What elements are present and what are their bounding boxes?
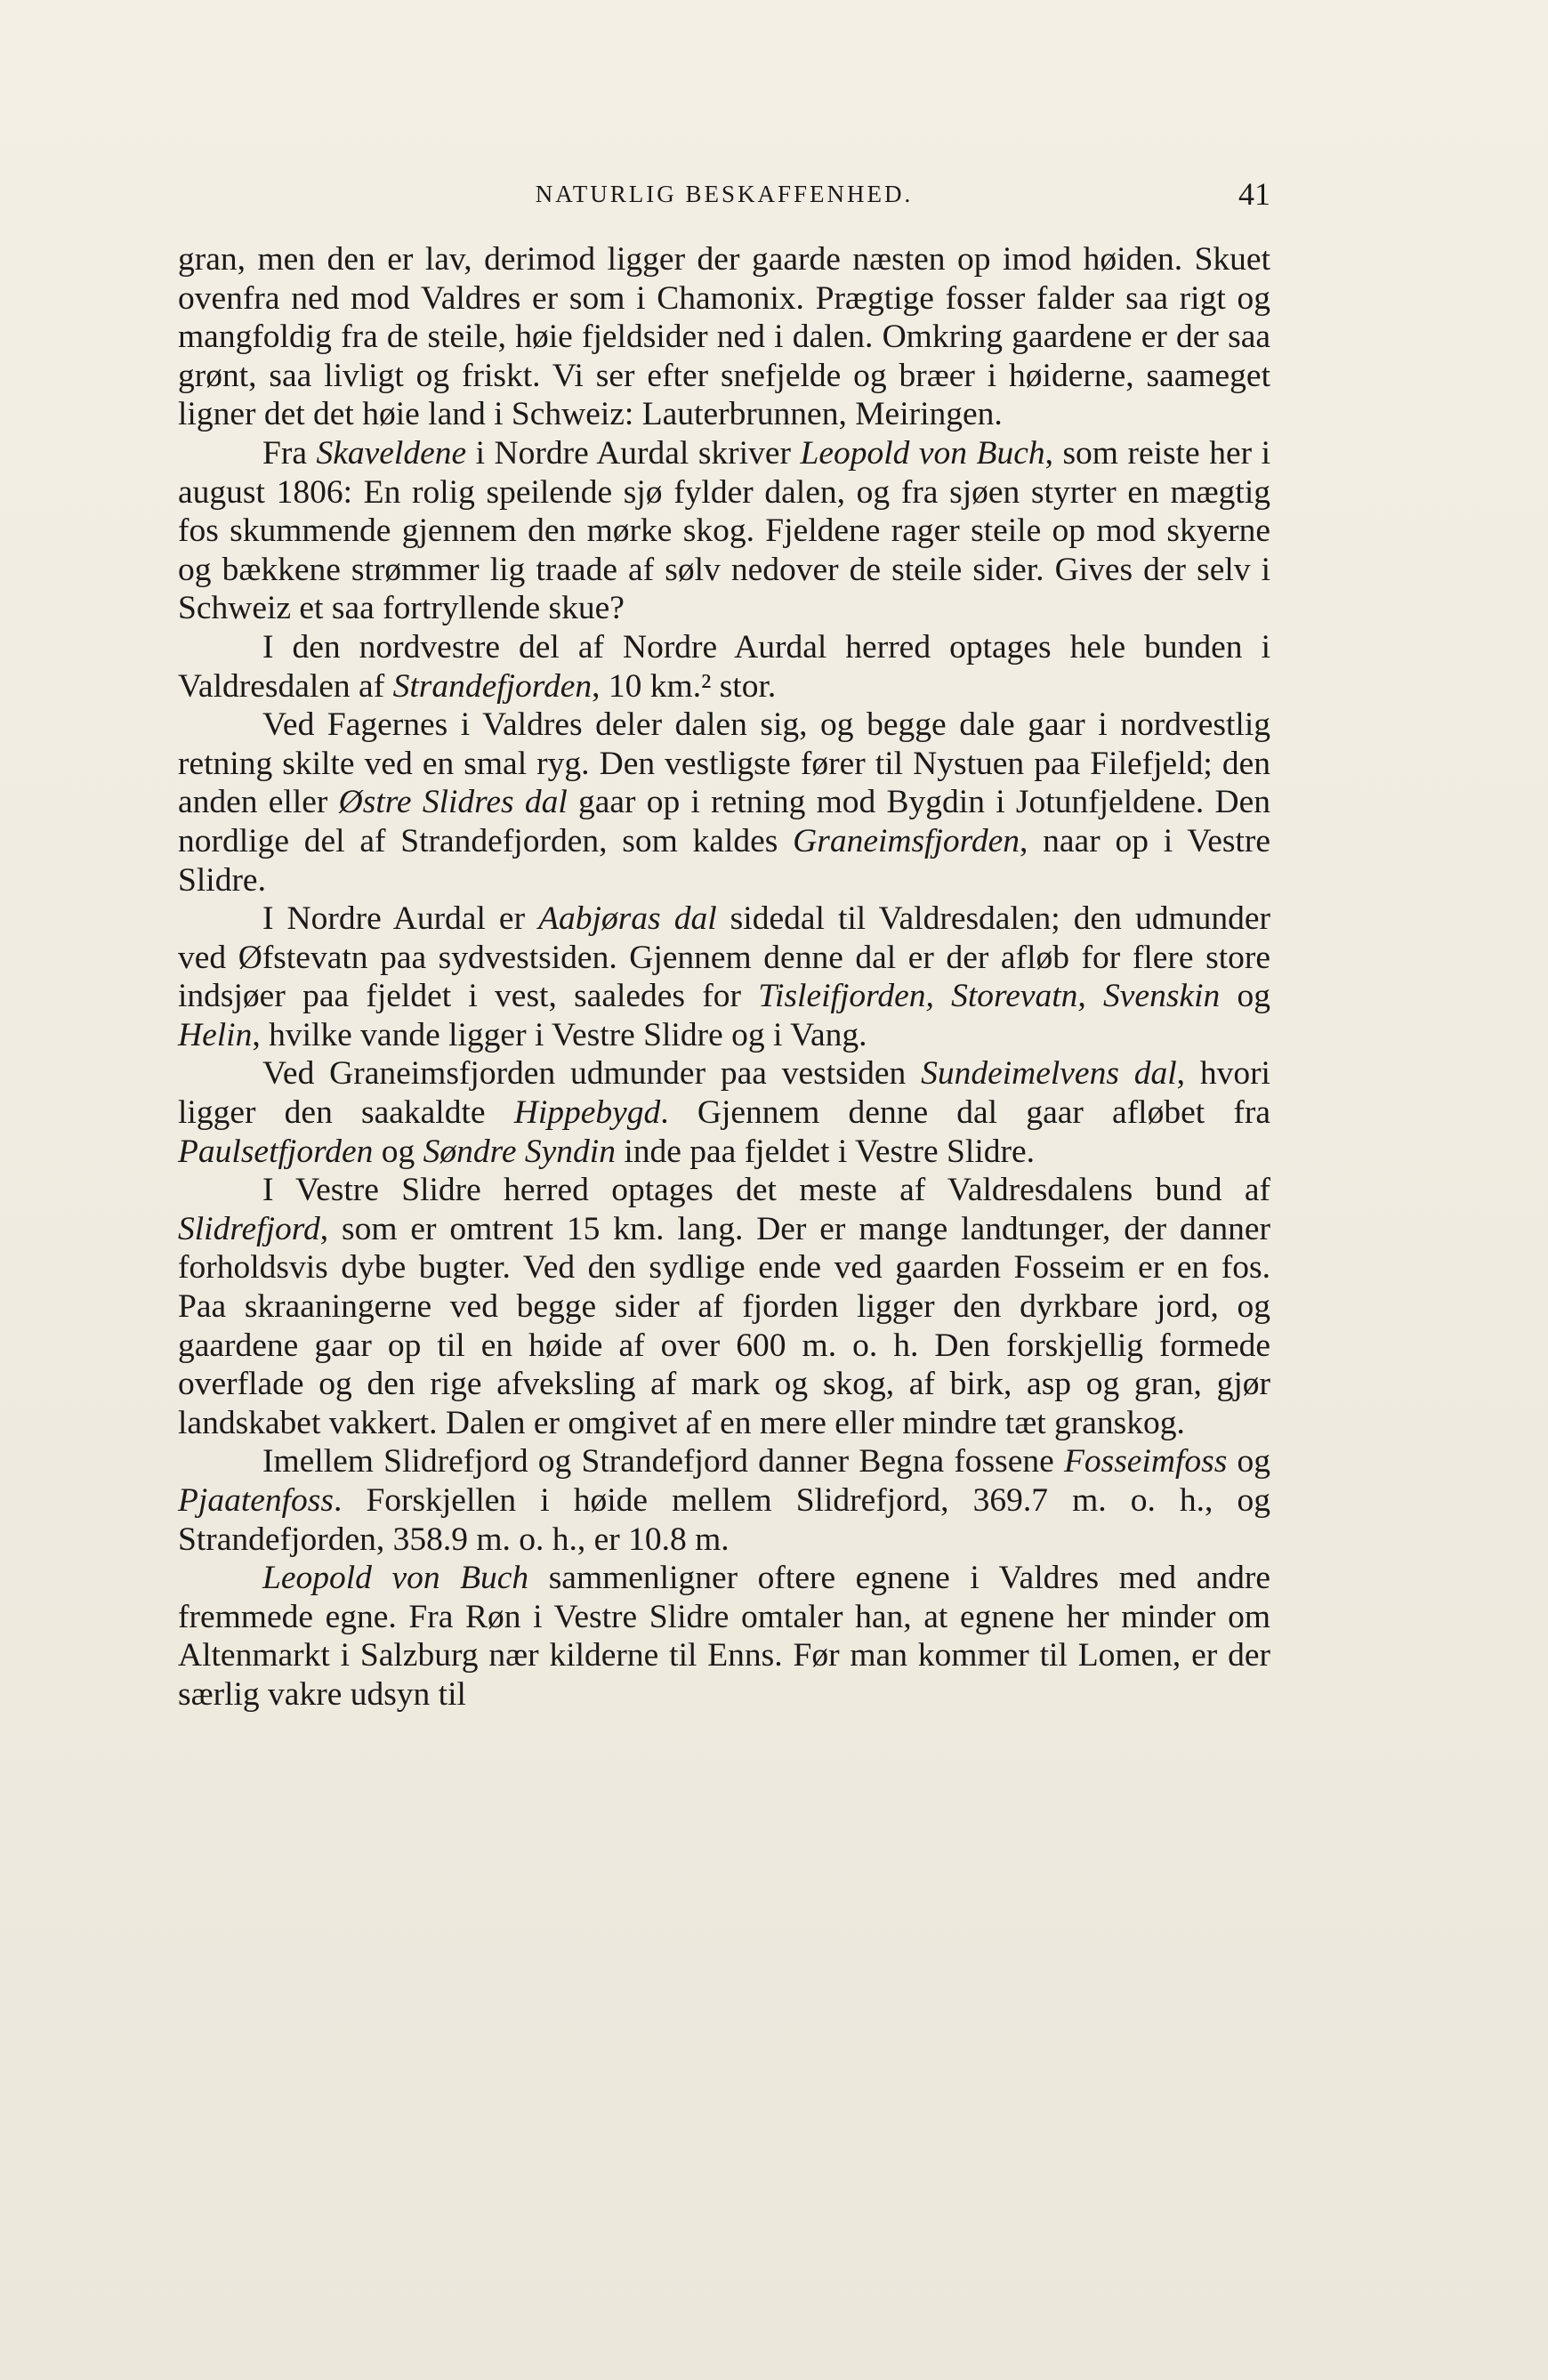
italic-text: Sundeimelvens dal: [921, 1055, 1177, 1093]
paragraph: [178, 434, 1270, 628]
italic-text: Østre Slidres dal: [338, 784, 568, 821]
text-run: og: [1227, 1443, 1270, 1480]
text-run: I Vestre Slidre herred optages det meste af Valdresdalens bund af: [262, 1172, 1270, 1209]
text-run: gran, men den er lav, derimod ligger der gaarde næsten op imod høiden. Skuet ovenfra ned mod Valdres er som i Chamonix. Prægtige fosser falder saa rigt og mangfoldig fra de steile, høie fjeldsider ned i dalen. Omkring gaardene er der saa grønt, saa livligt og friskt. Vi ser efter snefjelde og bræer i høiderne, saameget ligner det det høie land i Schweiz: Lauterbrunnen, Meiringen.: [178, 241, 1270, 433]
text-run: Fra: [262, 434, 317, 472]
italic-text: Søndre Syndin: [423, 1133, 616, 1170]
text-run: , hvilke vande ligger i Vestre Slidre og i Vang.: [252, 1016, 867, 1053]
text-run: . Forskjellen i høide mellem Slidrefjord, 369.7 m. o. h., og Strandefjorden, 358.9 m. o. h., er 10.8 m.: [178, 1482, 1270, 1558]
italic-text: Slidrefjord: [178, 1210, 320, 1247]
text-run: I den nordvestre del af Nordre Aurdal herred optages hele bunden i Valdresdalen af: [178, 628, 1270, 705]
text-run: i Nordre Aurdal skriver: [466, 434, 801, 472]
text-run: og: [1220, 978, 1270, 1015]
italic-text: Aabjøras dal: [538, 900, 717, 938]
text-run: og: [373, 1133, 423, 1170]
paragraph: [178, 1442, 1270, 1559]
text-run: I Nordre Aurdal er: [262, 900, 539, 938]
paragraph: [178, 706, 1270, 900]
italic-text: Strandefjorden: [392, 667, 593, 705]
text-run: Imellem Slidrefjord og Strandefjord danner Begna fossene: [262, 1443, 1064, 1480]
italic-text: Paulsetfjorden: [178, 1133, 374, 1170]
text-run: , naar op i Vestre Slidre.: [178, 822, 1270, 899]
text-run: , 10 km.² stor.: [592, 667, 777, 705]
running-head-title: NATURLIG BESKAFFENHED.: [535, 181, 914, 207]
text-run: Ved Graneimsfjorden udmunder paa vestsiden: [262, 1055, 922, 1093]
paragraph: [178, 628, 1270, 706]
running-head: [178, 175, 1270, 216]
italic-text: Leopold von Buch: [262, 1560, 529, 1597]
page-number: 41: [1238, 176, 1270, 212]
italic-text: Graneimsfjorden: [793, 822, 1020, 859]
text-run: sammenligner oftere egnene i Valdres med andre fremmede egne. Fra Røn i Vestre Slidre omtaler han, at egnene her minder om Altenmarkt i Salzburg nær kilderne til Enns. Før man kommer til Lomen, er der særlig vakre udsyn til: [178, 1560, 1270, 1713]
italic-text: Hippebygd: [513, 1094, 661, 1132]
paragraph: [178, 240, 1270, 434]
italic-text: Fosseimfoss: [1063, 1443, 1228, 1480]
italic-text: Tisleifjorden, Storevatn, Svenskin: [758, 978, 1221, 1015]
italic-text: Helin: [178, 1016, 253, 1053]
body-text: [178, 240, 1270, 1714]
paragraph: [178, 1171, 1270, 1442]
text-run: gaar op i retning mod Bygdin i Jotunfjeldene. Den nordlige del af Strandefjorden, som kaldes: [178, 784, 1270, 859]
italic-text: Skaveldene: [316, 434, 467, 472]
text-run: , hvori ligger den saakaldte: [178, 1055, 1270, 1132]
text-run: inde paa fjeldet i Vestre Slidre.: [615, 1133, 1036, 1170]
paragraph: [178, 900, 1270, 1054]
italic-text: Leopold von Buch: [800, 434, 1045, 472]
italic-text: Pjaatenfoss: [178, 1482, 334, 1519]
paragraph: [178, 1054, 1270, 1171]
text-run: , som reiste her i august 1806: En rolig speilende sjø fylder dalen, og fra sjøen styrter en mægtig fos skummende gjennem den mørke skog. Fjeldene rager steile op mod skyerne og bækkene strømmer lig traade af sølv nedover de steile sider. Gives der selv i Schweiz et saa fortryllende skue?: [178, 434, 1270, 627]
paragraph: [178, 1559, 1270, 1714]
text-run: Ved Fagernes i Valdres deler dalen sig, og begge dale gaar i nordvestlig retning skilte ved en smal ryg. Den vestligste fører til Nystuen paa Filefjeld; den anden eller: [178, 706, 1270, 821]
text-run: , som er omtrent 15 km. lang. Der er mange landtunger, der danner forholdsvis dybe bugter. Ved den sydlige ende ved gaarden Fosseim er en fos. Paa skraaningerne ved begge sider af fjorden ligger den dyrkbare jord, og gaardene gaar op til en høide af over 600 m. o. h. Den forskjellig formede overflade og den rige afveksling af mark og skog, af birk, asp og gran, gjør landskabet vakkert. Dalen er omgivet af en mere eller mindre tæt granskog.: [178, 1210, 1270, 1441]
text-run: . Gjennem denne dal gaar afløbet fra: [660, 1094, 1270, 1132]
text-run: sidedal til Valdresdalen; den udmunder ved Øfstevatn paa sydvestsiden. Gjennem denne dal er der afløb for flere store indsjøer paa fjeldet i vest, saaledes for: [178, 900, 1270, 1015]
